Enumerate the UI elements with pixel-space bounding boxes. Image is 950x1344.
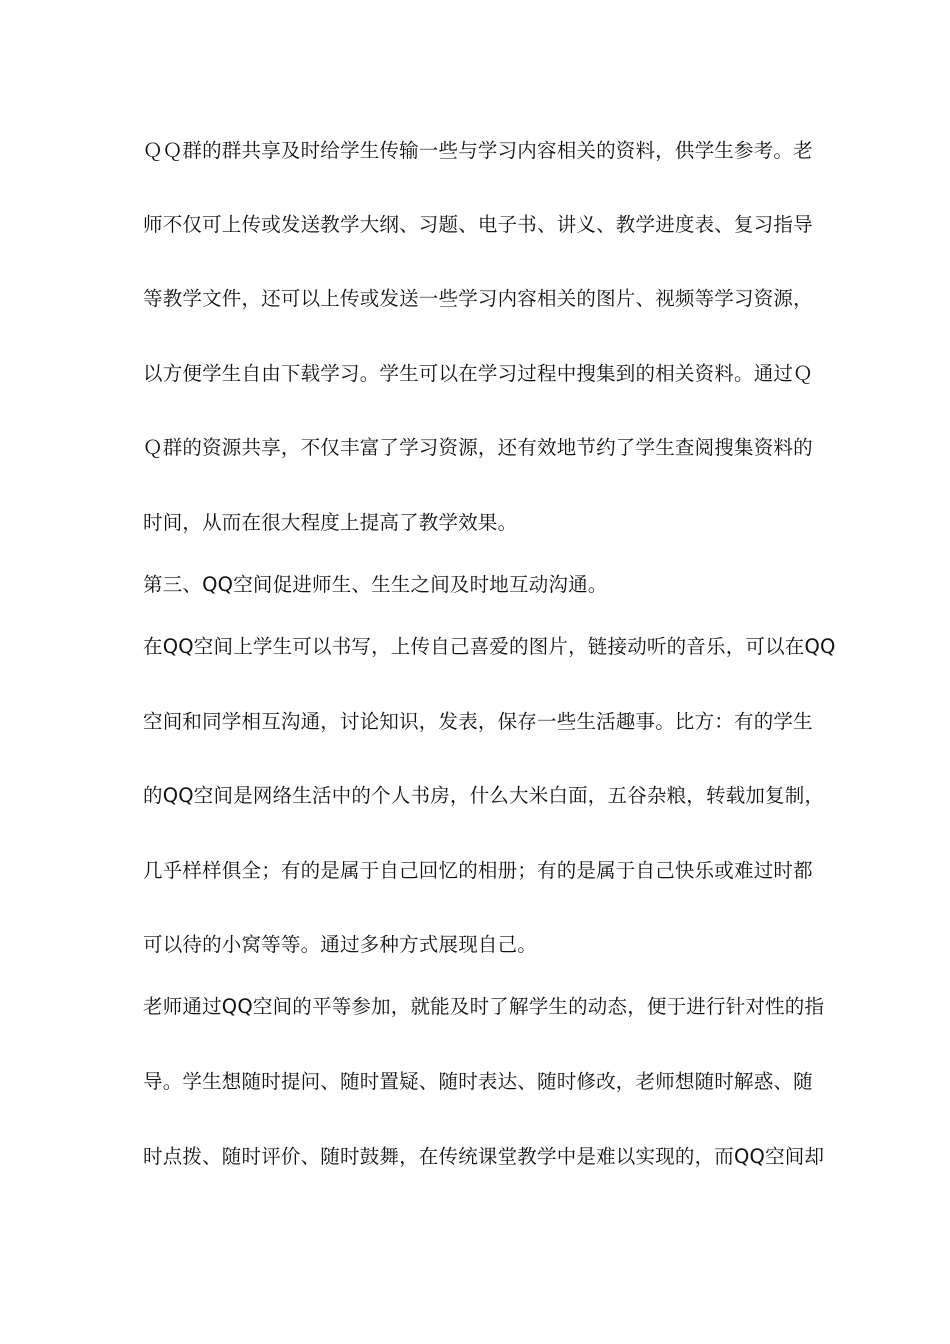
text-line-9: 空间和同学相互沟通，讨论知识，发表，保存一些生活趣事。比方：有的学生: [143, 710, 813, 733]
text-line-3: 等教学文件，还可以上传或发送一些学习内容相关的图片、视频等学习资源，: [143, 287, 813, 310]
text-line-6: 时间，从而在很大程度上提高了教学效果。: [143, 511, 518, 534]
text-line-15: 时点拨、随时评价、随时鼓舞，在传统课堂教学中是难以实现的，而QQ空间却: [143, 1145, 825, 1168]
text-line-10: 的QQ空间是网络生活中的个人书房，什么大米白面，五谷杂粮，转载加复制，: [143, 784, 825, 807]
text-line-8: 在QQ空间上学生可以书写，上传自己喜爱的图片，链接动听的音乐，可以在QQ: [143, 635, 836, 658]
section-heading: 第三、QQ空间促进师生、生生之间及时地互动沟通。: [143, 573, 608, 596]
text-line-4: 以方便学生自由下载学习。学生可以在学习过程中搜集到的相关资料。通过Ｑ: [143, 362, 813, 385]
text-line-5: Ｑ群的资源共享，不仅丰富了学习资源，还有效地节约了学生查阅搜集资料的: [143, 436, 813, 459]
text-line-13: 老师通过QQ空间的平等参加，就能及时了解学生的动态，便于进行针对性的指: [143, 995, 825, 1018]
text-line-14: 导。学生想随时提问、随时置疑、随时表达、随时修改，老师想随时解惑、随: [143, 1070, 813, 1093]
text-line-12: 可以待的小窝等等。通过多种方式展现自己。: [143, 933, 538, 956]
text-line-2: 师不仅可上传或发送教学大纲、习题、电子书、讲义、教学进度表、复习指导: [143, 213, 813, 236]
text-line-11: 几乎样样俱全；有的是属于自己回忆的相册；有的是属于自己快乐或难过时都: [143, 859, 813, 882]
text-line-1: ＱＱ群的群共享及时给学生传输一些与学习内容相关的资料，供学生参考。老: [143, 139, 813, 162]
